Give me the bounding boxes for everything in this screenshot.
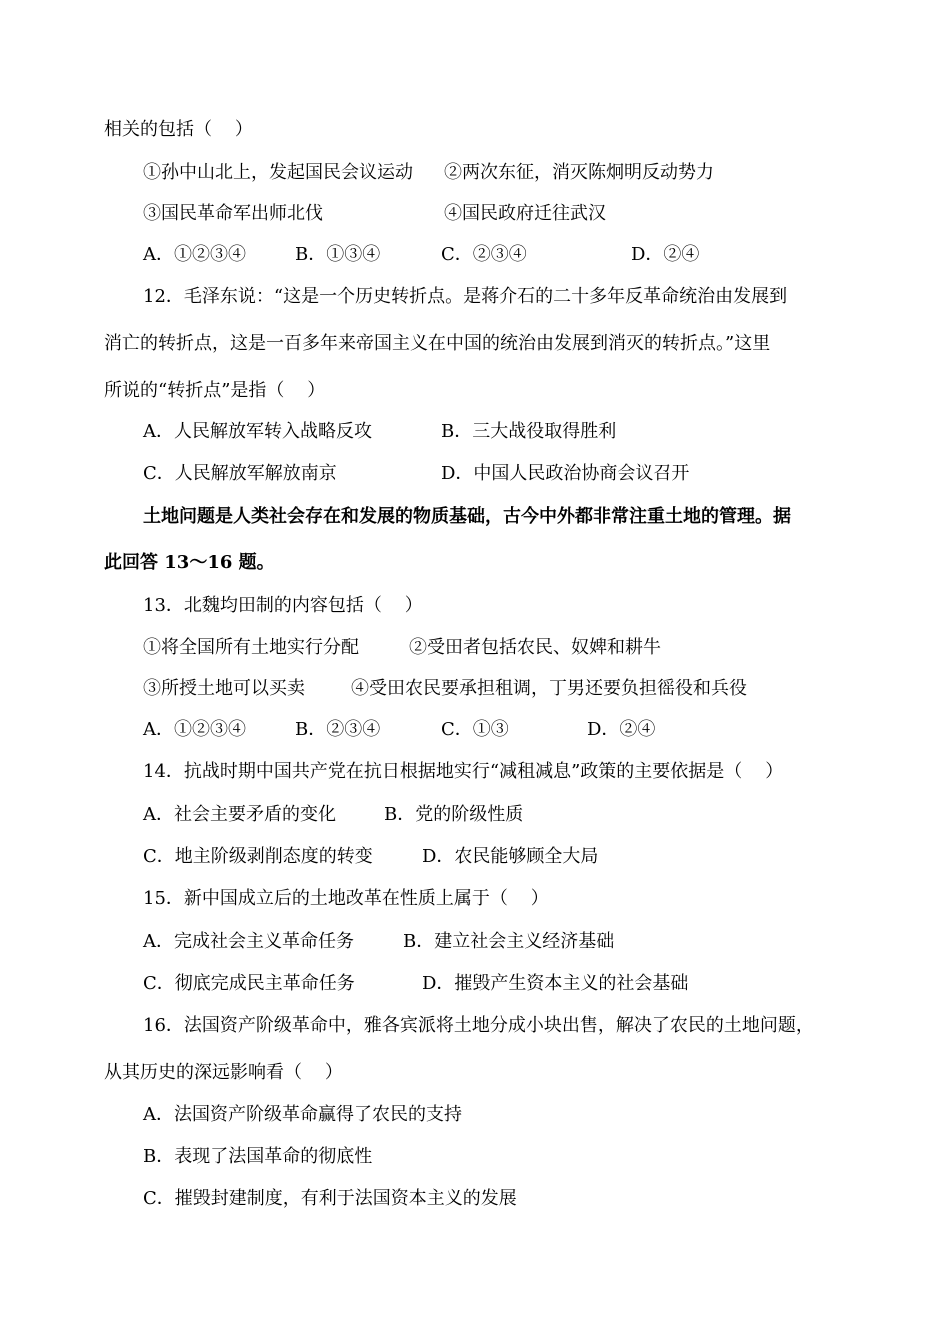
q16-stem-line-2: 从其历史的深远影响看（ ）: [104, 1062, 343, 1083]
q11-choice-c: C．②③④: [441, 244, 527, 265]
q11-option-2: ②两次东征，消灭陈炯明反动势力: [444, 162, 714, 183]
q13-option-3: ③所授土地可以买卖: [143, 678, 305, 699]
q13-choice-d: D．②④: [587, 719, 656, 740]
q14-choice-c: C．地主阶级剥削态度的转变: [143, 846, 373, 867]
q15-choice-d: D．摧毁产生资本主义的社会基础: [422, 973, 689, 994]
q16-stem-line-1: 16．法国资产阶级革命中，雅各宾派将土地分成小块出售，解决了农民的土地问题，: [143, 1015, 814, 1036]
q14-choice-d: D．农民能够顾全大局: [422, 846, 599, 867]
q13-choice-c: C．①③: [441, 719, 509, 740]
q12-stem-line-2: 消亡的转折点，这是一百多年来帝国主义在中国的统治由发展到消灭的转折点。”这里: [104, 333, 771, 354]
q11-stem-end: 相关的包括（ ）: [104, 119, 253, 140]
q13-option-2: ②受田者包括农民、奴婢和耕牛: [409, 637, 661, 658]
q14-choice-a: A．社会主要矛盾的变化: [143, 804, 336, 825]
q13-choice-b: B．②③④: [295, 719, 381, 740]
q12-choice-a: A．人民解放军转入战略反攻: [143, 421, 372, 442]
q16-choice-b: B．表现了法国革命的彻底性: [143, 1146, 373, 1167]
q15-choice-b: B．建立社会主义经济基础: [403, 931, 615, 952]
q11-choice-b: B．①③④: [295, 244, 381, 265]
q16-choice-a: A．法国资产阶级革命赢得了农民的支持: [143, 1104, 462, 1125]
q12-choice-d: D．中国人民政治协商会议召开: [441, 463, 690, 484]
q16-choice-c: C．摧毁封建制度，有利于法国资本主义的发展: [143, 1188, 517, 1209]
q14-stem: 14．抗战时期中国共产党在抗日根据地实行“减租减息”政策的主要依据是（ ）: [143, 761, 784, 782]
q14-choice-b: B．党的阶级性质: [384, 804, 524, 825]
q15-choice-c: C．彻底完成民主革命任务: [143, 973, 355, 994]
q11-option-3: ③国民革命军出师北伐: [143, 203, 323, 224]
q11-choice-d: D．②④: [631, 244, 700, 265]
q12-stem-line-1: 12．毛泽东说：“这是一个历史转折点。是蒋介石的二十多年反革命统治由发展到: [143, 286, 788, 307]
q11-option-4: ④国民政府迁往武汉: [444, 203, 606, 224]
q11-choice-a: A．①②③④: [143, 244, 246, 265]
q13-choice-a: A．①②③④: [143, 719, 246, 740]
q13-stem: 13．北魏均田制的内容包括（ ）: [143, 595, 423, 616]
section-intro-line-1: 土地问题是人类社会存在和发展的物质基础，古今中外都非常注重土地的管理。据: [143, 506, 791, 527]
q11-option-1: ①孙中山北上，发起国民会议运动: [143, 162, 413, 183]
q13-option-4: ④受田农民要承担租调，丁男还要负担徭役和兵役: [351, 678, 747, 699]
q15-choice-a: A．完成社会主义革命任务: [143, 931, 354, 952]
q15-stem: 15．新中国成立后的土地改革在性质上属于（ ）: [143, 888, 549, 909]
q12-choice-c: C．人民解放军解放南京: [143, 463, 337, 484]
section-intro-line-2: 此回答 13～16 题。: [104, 552, 275, 573]
q12-choice-b: B．三大战役取得胜利: [441, 421, 617, 442]
q13-option-1: ①将全国所有土地实行分配: [143, 637, 359, 658]
q12-stem-line-3: 所说的“转折点”是指（ ）: [104, 380, 326, 401]
